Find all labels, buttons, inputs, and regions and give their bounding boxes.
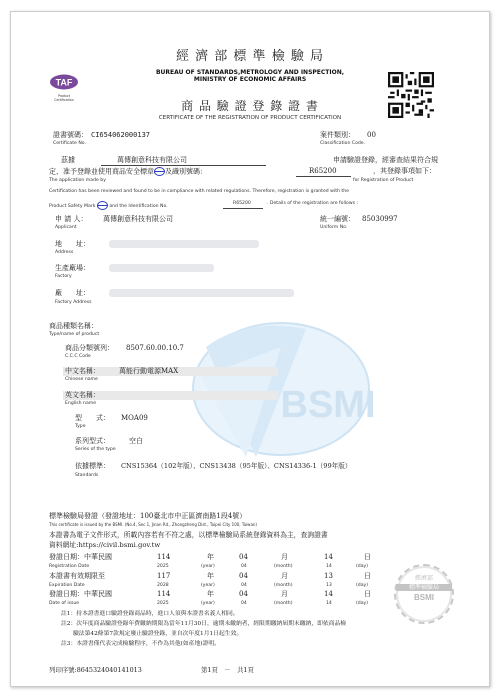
factory-label: 生產廠場： bbox=[55, 264, 90, 272]
chinese-name-en: Chinese name bbox=[65, 377, 98, 382]
hereby-label: 茲據 bbox=[61, 156, 75, 164]
address-redacted bbox=[109, 240, 259, 248]
reg-day-en: (day) bbox=[356, 564, 369, 569]
issue-date-year-unit: 年 bbox=[207, 590, 214, 598]
reg-date-day: 14 bbox=[324, 553, 333, 561]
reg-date-year-unit: 年 bbox=[207, 553, 214, 561]
issue-date-ad-year: 2025 bbox=[157, 601, 169, 606]
applicant-value: 萬傳創意科技有限公司 bbox=[103, 215, 173, 223]
cert-no-value: CI654062000137 bbox=[91, 131, 151, 139]
type-label: 型 式： bbox=[75, 414, 110, 422]
applicant-company-underlined: 萬傳創意科技有限公司 bbox=[117, 156, 187, 164]
issuer-notice-1: 本證書為電子文件形式，所載內容若有不符之處，以標準檢驗局系統登錄資料為主，查詢證書 bbox=[49, 531, 328, 539]
ccc-label: 商品分類號列： bbox=[65, 344, 114, 352]
svg-text:TAF: TAF bbox=[55, 77, 73, 88]
statement-en-f: R65200 bbox=[233, 201, 251, 206]
statement-en-a: The application made by bbox=[49, 178, 106, 183]
series-value: 空白 bbox=[129, 437, 143, 445]
bsmi-watermark-logo bbox=[186, 307, 376, 467]
ccc-value: 8507.60.00.10.7 bbox=[126, 344, 184, 352]
series-label: 系列型式： bbox=[75, 437, 110, 445]
reg-date-month: 04 bbox=[239, 553, 248, 561]
ministry-title-en-1: BUREAU OF STANDARDS,METROLOGY AND INSPECTION, bbox=[155, 69, 345, 76]
issue-date-month-unit: 月 bbox=[281, 590, 288, 598]
factory-address-label: 廠 址： bbox=[55, 289, 90, 297]
bsmi-stamp: 經濟部 標準檢驗局 BSMI bbox=[394, 564, 454, 624]
english-name-en: English name bbox=[65, 401, 97, 406]
exp-date-month-unit: 月 bbox=[281, 572, 288, 580]
product-type-en: Type/name of product bbox=[49, 332, 100, 337]
issue-date-label: 發證日期：中華民國 bbox=[49, 590, 112, 598]
note-1: 註1：持本證書進口驗證登錄商品時，進口人須與本證書名義人相同。 bbox=[61, 611, 239, 617]
svg-text:BSMI: BSMI bbox=[280, 384, 376, 426]
exp-date-day-unit: 日 bbox=[364, 572, 371, 580]
issuer-notice-2: 資料網址:https://civil.bsmi.gov.tw bbox=[49, 541, 161, 549]
product-safety-mark-icon-en bbox=[97, 201, 108, 210]
apply-text: 申請驗證登錄，經審查結果符合規 bbox=[333, 156, 438, 164]
factory-address-redacted bbox=[109, 289, 294, 297]
chinese-name-label: 中文名稱： bbox=[65, 367, 100, 375]
address-label: 地 址： bbox=[55, 240, 90, 248]
issue-day-en: (day) bbox=[356, 601, 369, 606]
exp-date-month: 04 bbox=[239, 572, 248, 580]
issue-day-num: 14 bbox=[326, 601, 332, 606]
note-2b: 驗法第42條第7款規定廢止驗證登錄，並自次年度1月1日起生效。 bbox=[73, 631, 243, 637]
statement-en-c: Certification has been reviewed and found to be in compliance with related regulations. Therefore, registration is granted with the bbox=[49, 189, 349, 194]
reg-month-en: (month) bbox=[274, 564, 293, 569]
exp-month-num: 04 bbox=[241, 583, 247, 588]
english-name-label: 英文名稱： bbox=[65, 391, 100, 399]
note-3: 註3：本證書僅代表完成檢驗程序，不作為其他(如產地)證明。 bbox=[61, 641, 220, 647]
series-en: Series of the type bbox=[75, 447, 116, 452]
product-type-label: 商品種類名稱： bbox=[49, 322, 98, 330]
applicant-en: Applicant bbox=[55, 225, 77, 230]
issuer-en: This certificate is issued by the BSMI. (No.4, Sec.1, Jinan Rd., Zhongzheng Dist., Taipei City 100, Taiwan) bbox=[49, 522, 257, 527]
exp-date-label: 本證書有效期限至 bbox=[49, 572, 105, 580]
reg-date-month-unit: 月 bbox=[281, 553, 288, 561]
class-code-value: 00 bbox=[367, 131, 376, 139]
issue-year-en: (year) bbox=[201, 601, 215, 606]
exp-date-day: 13 bbox=[324, 572, 333, 580]
factory-redacted bbox=[109, 264, 214, 272]
issue-date-month: 04 bbox=[239, 590, 248, 598]
issue-month-en: (month) bbox=[274, 601, 293, 606]
issuer-label: 標準檢驗局發證（發證地址：100臺北市中正區濟南路1段4號） bbox=[49, 512, 247, 520]
certificate-title-cn: 商 品 驗 證 登 錄 證 書 bbox=[181, 99, 319, 113]
chinese-name-value: 萬能行動電源MAX bbox=[119, 367, 179, 375]
uniform-no-value: 85030997 bbox=[362, 215, 398, 223]
reg-date-en: Registration Date bbox=[49, 564, 90, 569]
exp-date-ad-year: 2028 bbox=[157, 583, 169, 588]
product-safety-mark-icon bbox=[154, 167, 165, 176]
statement-en-b: for Registration of Product bbox=[353, 178, 414, 183]
type-value: MOA09 bbox=[121, 414, 148, 422]
statement-en-g: . Details of the registration are follows : bbox=[267, 201, 358, 206]
class-code-label: 案件類別： bbox=[320, 131, 355, 139]
factory-address-en: Factory Address bbox=[55, 300, 92, 305]
statement-line2-end: ，其登錄事項如下： bbox=[373, 167, 436, 175]
note-2a: 註2：次年度商品驗證登錄年費繳納期限為當年11月30日，逾期未繳納者，經限期繳納屆期未繳納，即依商品檢 bbox=[61, 621, 347, 627]
standards-en: Standards bbox=[75, 473, 99, 478]
standards-value: CNS15364（102年版）、CNS13438（95年版）、CNS14336-1（99年版） bbox=[121, 462, 352, 470]
identification-no: R65200 bbox=[309, 167, 337, 175]
issue-date-roc: 114 bbox=[157, 590, 171, 598]
reg-date-label: 發證日期：中華民國 bbox=[49, 553, 112, 561]
cert-no-en: Certificate No. bbox=[53, 141, 86, 146]
statement-en-d: Product Safety Mark and the Identification No. bbox=[49, 201, 168, 210]
uniform-no-en: Uniform No. bbox=[320, 225, 348, 230]
ministry-title-en-2: MINISTRY OF ECONOMIC AFFAIRS bbox=[193, 76, 307, 83]
exp-day-num: 13 bbox=[326, 583, 332, 588]
factory-en: Factory bbox=[55, 274, 72, 279]
standards-label: 依據標準： bbox=[75, 462, 110, 470]
page-number: 第1頁 － 共1頁 bbox=[201, 666, 254, 674]
issue-date-en: Date of issue bbox=[49, 601, 80, 606]
issue-date-day-unit: 日 bbox=[364, 590, 371, 598]
exp-date-en: Expiration Date bbox=[49, 583, 85, 588]
exp-year-en: (year) bbox=[201, 583, 215, 588]
certificate-page bbox=[10, 11, 490, 687]
taf-logo: TAF Product Certification bbox=[49, 74, 79, 98]
issue-month-num: 04 bbox=[241, 601, 247, 606]
reg-month-num: 04 bbox=[241, 564, 247, 569]
ccc-en: C.C.C Code bbox=[65, 354, 91, 359]
address-en: Address bbox=[55, 250, 74, 255]
reg-day-num: 14 bbox=[326, 564, 332, 569]
issue-date-day: 14 bbox=[324, 590, 333, 598]
class-code-en: Classification Code. bbox=[320, 141, 366, 146]
print-serial: 列印序號:8645324040141013 bbox=[49, 666, 142, 674]
statement-line2: 定，准予登錄並使用商品安全標章 及識別號碼： bbox=[49, 167, 207, 176]
reg-date-ad-year: 2025 bbox=[157, 564, 169, 569]
certificate-title-en: CERTIFICATE OF THE REGISTRATION OF PRODUCT CERTIFICATION bbox=[158, 115, 342, 121]
exp-month-en: (month) bbox=[274, 583, 293, 588]
type-en: Type bbox=[75, 424, 86, 429]
reg-date-day-unit: 日 bbox=[364, 553, 371, 561]
ministry-title-cn: 經 濟 部 標 準 檢 驗 局 bbox=[176, 49, 324, 64]
cert-no-label: 證書號碼： bbox=[53, 131, 88, 139]
exp-day-en: (day) bbox=[356, 583, 369, 588]
reg-date-roc: 114 bbox=[157, 553, 171, 561]
reg-year-en: (year) bbox=[201, 564, 215, 569]
applicant-label: 申 請 人： bbox=[55, 215, 88, 223]
exp-date-roc: 117 bbox=[157, 572, 171, 580]
uniform-no-label: 統一編號： bbox=[320, 215, 355, 223]
exp-date-year-unit: 年 bbox=[207, 572, 214, 580]
